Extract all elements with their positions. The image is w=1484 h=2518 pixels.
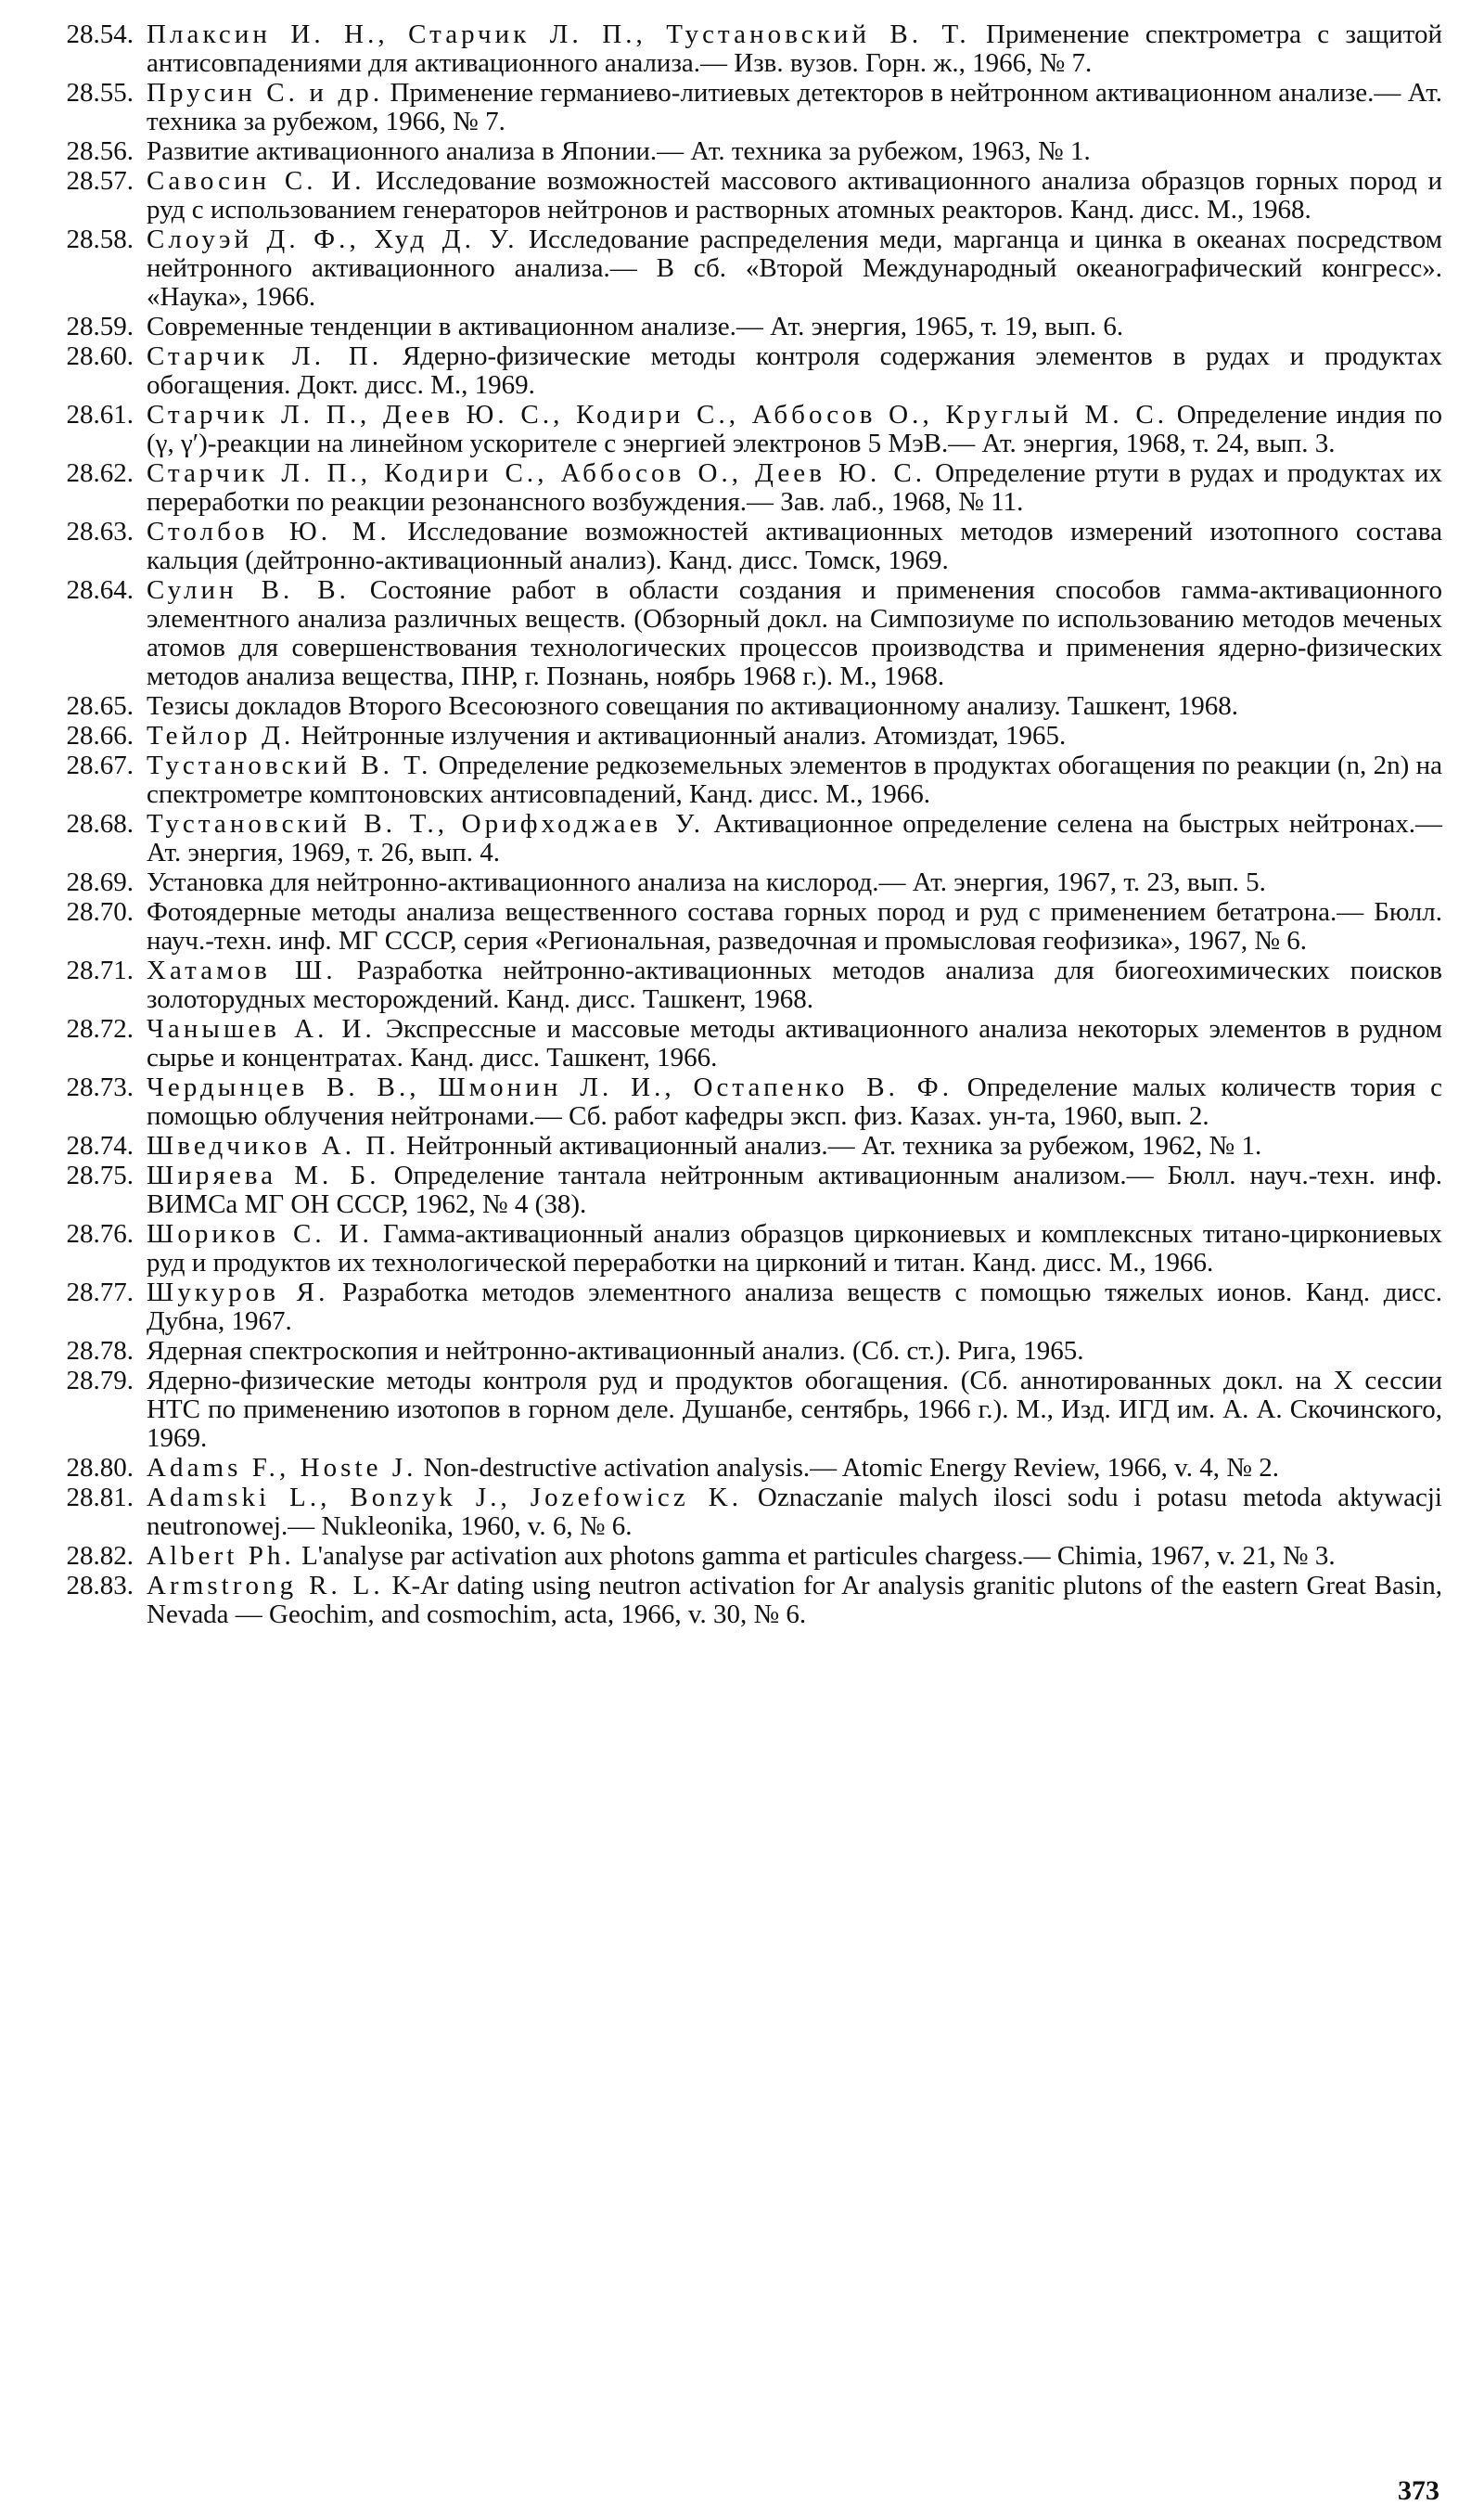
bibliography-entry [66,341,1442,400]
bibliography-entry [66,225,1442,312]
bibliography-entry [66,1366,1442,1453]
entry-author: Плаксин И. Н., Старчик Л. П., Тустановский В. Т. [147,19,970,49]
bibliography-entry [66,312,1442,341]
entry-text: L'analyse par activation aux photons gamma et particules chargess.— Chimia, 1967, v. 21, № 3. [294,1541,1336,1571]
entry-number: 28.56. [66,136,134,166]
entry-text: Исследование возможностей активационных методов измерений изотопного состава кальция (дейтронно-активационный анализ). Канд. дисс. Томск, 1969. [147,517,1442,575]
bibliography-entry [66,136,1442,166]
bibliography-entry [66,400,1442,458]
entry-text: Развитие активационного анализа в Японии.— Ат. техника за рубежом, 1963, № 1. [147,136,1091,166]
entry-number: 28.61. [66,400,134,430]
entry-number: 28.66. [66,721,134,751]
entry-number: 28.71. [66,956,134,985]
entry-text: Ядерно-физические методы контроля содержания элементов в рудах и продуктах обогащения. Докт. дисс. М., 1969. [147,341,1442,400]
bibliography-list [0,20,1484,1630]
entry-number: 28.82. [66,1541,134,1571]
entry-number: 28.69. [66,867,134,897]
entry-text: Современные тенденции в активационном анализе.— Ат. энергия, 1965, т. 19, вып. 6. [147,312,1124,341]
entry-author: Чердынцев В. В., Шмонин Л. И., Остапенко В. Ф. [147,1073,953,1102]
entry-text: Ядерная спектроскопия и нейтронно-активационный анализ. (Сб. ст.). Рига, 1965. [147,1336,1084,1366]
bibliography-entry [66,956,1442,1014]
entry-number: 28.64. [66,575,134,605]
bibliography-entry [66,721,1442,751]
entry-author: Adamski L., Bonzyk J., Jozefowicz K. [147,1483,743,1512]
bibliography-entry [66,1131,1442,1161]
entry-text: Ядерно-физические методы контроля руд и продуктов обогащения. (Сб. аннотированных докл. на X сессии НТС по применению изотопов в горном деле. Душанбе, сентябрь, 1966 г.). М., Изд. ИГД им. А. А. Скочинского, 1969. [147,1366,1442,1453]
bibliography-entry [66,867,1442,897]
entry-text: Разработка методов элементного анализа веществ с помощью тяжелых ионов. Канд. дисс. Дубна, 1967. [147,1278,1442,1336]
entry-author: Чанышев А. И. [147,1014,376,1044]
entry-text: Определение тантала нейтронным активационным анализом.— Бюлл. науч.-техн. инф. ВИМСа МГ ОН СССР, 1962, № 4 (38). [147,1161,1442,1219]
entry-number: 28.70. [66,897,134,927]
entry-number: 28.79. [66,1366,134,1395]
entry-author: Савосин С. И. [147,166,365,196]
entry-number: 28.63. [66,517,134,546]
entry-author: Старчик Л. П., Деев Ю. С., Кодири С., Аббосов О., Круглый М. С. [147,400,1169,430]
entry-text: Нейтронные излучения и активационный анализ. Атомиздат, 1965. [294,721,1067,751]
entry-number: 28.75. [66,1161,134,1190]
entry-number: 28.80. [66,1453,134,1483]
bibliography-entry [66,1483,1442,1541]
entry-text: Non-destructive activation analysis.— Atomic Energy Review, 1966, v. 4, № 2. [416,1453,1279,1483]
entry-number: 28.67. [66,751,134,780]
entry-number: 28.54. [66,19,134,49]
entry-author: Тустановский В. Т. [147,751,432,780]
entry-author: Armstrong R. L. [147,1571,384,1600]
bibliography-entry [66,458,1442,517]
bibliography-entry [66,78,1442,136]
entry-text: Установка для нейтронно-активационного анализа на кислород.— Ат. энергия, 1967, т. 23, вып. 5. [147,867,1266,897]
bibliography-entry [66,691,1442,721]
entry-text: K-Ar dating using neutron activation for Ar analysis granitic plutons of the eastern Great Basin, Nevada — Geochim, and cosmochim, acta, 1966, v. 30, № 6. [147,1571,1442,1629]
bibliography-entry [66,517,1442,575]
entry-text: Исследование возможностей массового активационного анализа образцов горных пород и руд с использованием генераторов нейтронов и растворных атомных реакторов. Канд. дисс. М., 1968. [147,166,1442,225]
entry-number: 28.73. [66,1073,134,1102]
entry-author: Сулин В. В. [147,575,350,605]
entry-text: Определение малых количеств тория с помощью облучения нейтронами.— Сб. работ кафедры эксп. физ. Казах. ун-та, 1960, вып. 2. [147,1073,1442,1131]
entry-text: Oznaczanie malych ilosci sodu i potasu metoda aktywacji neutronowej.— Nukleonika, 1960, v. 6, № 6. [147,1483,1442,1541]
entry-text: Применение спектрометра с защитой антисовпадениями для активационного анализа.— Изв. вузов. Горн. ж., 1966, № 7. [147,19,1442,78]
entry-number: 28.68. [66,809,134,839]
entry-author: Шукуров Я. [147,1278,329,1307]
entry-author: Прусин С. и др. [147,78,384,108]
bibliography-entry [66,1219,1442,1278]
bibliography-entry [66,751,1442,809]
entry-author: Albert Ph. [147,1541,295,1571]
entry-number: 28.77. [66,1278,134,1307]
entry-author: Хатамов Ш. [147,956,337,985]
bibliography-entry [66,575,1442,691]
entry-text: Гамма-активационный анализ образцов циркониевых и комплексных титано-циркониевых руд и продуктов их технологической переработки на цирконий и титан. Канд. дисс. М., 1966. [147,1219,1442,1278]
entry-author: Тейлор Д. [147,721,295,751]
entry-text: Исследование распределения меди, марганца и цинка в океанах посредством нейтронного активационного анализа.— В сб. «Второй Международный океанографический конгресс». «Наука», 1966. [147,225,1442,312]
entry-author: Adams F., Hoste J. [147,1453,417,1483]
bibliography-entry [66,1541,1442,1571]
bibliography-entry [66,1161,1442,1219]
entry-text: Активационное определение селена на быстрых нейтронах.— Ат. энергия, 1969, т. 26, вып. 4. [147,809,1442,867]
bibliography-entry [66,1278,1442,1336]
entry-author: Старчик Л. П., Кодири С., Аббосов О., Деев Ю. С. [147,458,927,488]
entry-author: Ширяева М. Б. [147,1161,380,1190]
bibliography-entry [66,166,1442,225]
entry-text: Определение ртути в рудах и продуктах их переработки по реакции резонансного возбуждения.— Зав. лаб., 1968, № 11. [147,458,1442,517]
entry-number: 28.76. [66,1219,134,1249]
entry-number: 28.55. [66,78,134,108]
entry-author: Шориков С. И. [147,1219,373,1249]
entry-number: 28.65. [66,691,134,721]
entry-author: Шведчиков А. П. [147,1131,400,1161]
entry-text: Определение редкоземельных элементов в продуктах обогащения по реакции (n, 2n) на спектрометре комптоновских антисовпадений, Канд. дисс. М., 1966. [147,751,1442,809]
bibliography-entry [66,809,1442,867]
entry-number: 28.57. [66,166,134,196]
bibliography-entry [66,1014,1442,1073]
bibliography-entry [66,1073,1442,1131]
bibliography-entry [66,1571,1442,1629]
entry-text: Экспрессные и массовые методы активационного анализа некоторых элементов в рудном сырье и концентратах. Канд. дисс. Ташкент, 1966. [147,1014,1442,1073]
entry-text: Разработка нейтронно-активационных методов анализа для биогеохимических поисков золоторудных месторождений. Канд. дисс. Ташкент, 1968. [147,956,1442,1014]
entry-number: 28.83. [66,1571,134,1600]
entry-number: 28.62. [66,458,134,488]
entry-number: 28.78. [66,1336,134,1366]
entry-text: Тезисы докладов Второго Всесоюзного совещания по активационному анализу. Ташкент, 1968. [147,691,1239,721]
entry-text: Нейтронный активационный анализ.— Ат. техника за рубежом, 1962, № 1. [399,1131,1262,1161]
page-number: 373 [1398,2475,1439,2506]
entry-text: Определение индия по (γ, γ′)-реакции на линейном ускорителе с энергией электронов 5 МэВ.— Ат. энергия, 1968, т. 24, вып. 3. [147,400,1442,458]
entry-text: Состояние работ в области создания и применения способов гамма-активационного элементного анализа различных веществ. (Обзорный докл. на Симпозиуме по использованию методов меченых атомов для совершенствования технологических процессов производства и применения ядерно-физических методов анализа вещества, ПНР, г. Познань, ноябрь 1968 г.). М., 1968. [147,575,1442,691]
entry-number: 28.59. [66,312,134,341]
entry-author: Старчик Л. П. [147,341,383,371]
entry-text: Фотоядерные методы анализа вещественного состава горных пород и руд с применением бетатрона.— Бюлл. науч.-техн. инф. МГ СССР, серия «Региональная, разведочная и промысловая геофизика», 1967, № 6. [147,897,1442,956]
entry-author: Тустановский В. Т., Орифходжаев У. [147,809,705,839]
entry-text: Применение германиево-литиевых детекторов в нейтронном активационном анализе.— Ат. техника за рубежом, 1966, № 7. [147,78,1442,136]
entry-number: 28.60. [66,341,134,371]
bibliography-entry [66,1453,1442,1483]
bibliography-entry [66,1336,1442,1366]
entry-number: 28.58. [66,225,134,254]
entry-author: Слоуэй Д. Ф., Худ Д. У. [147,225,518,254]
entry-number: 28.74. [66,1131,134,1161]
entry-author: Столбов Ю. М. [147,517,390,546]
bibliography-entry [66,19,1442,78]
entry-number: 28.81. [66,1483,134,1512]
entry-number: 28.72. [66,1014,134,1044]
bibliography-entry [66,897,1442,956]
